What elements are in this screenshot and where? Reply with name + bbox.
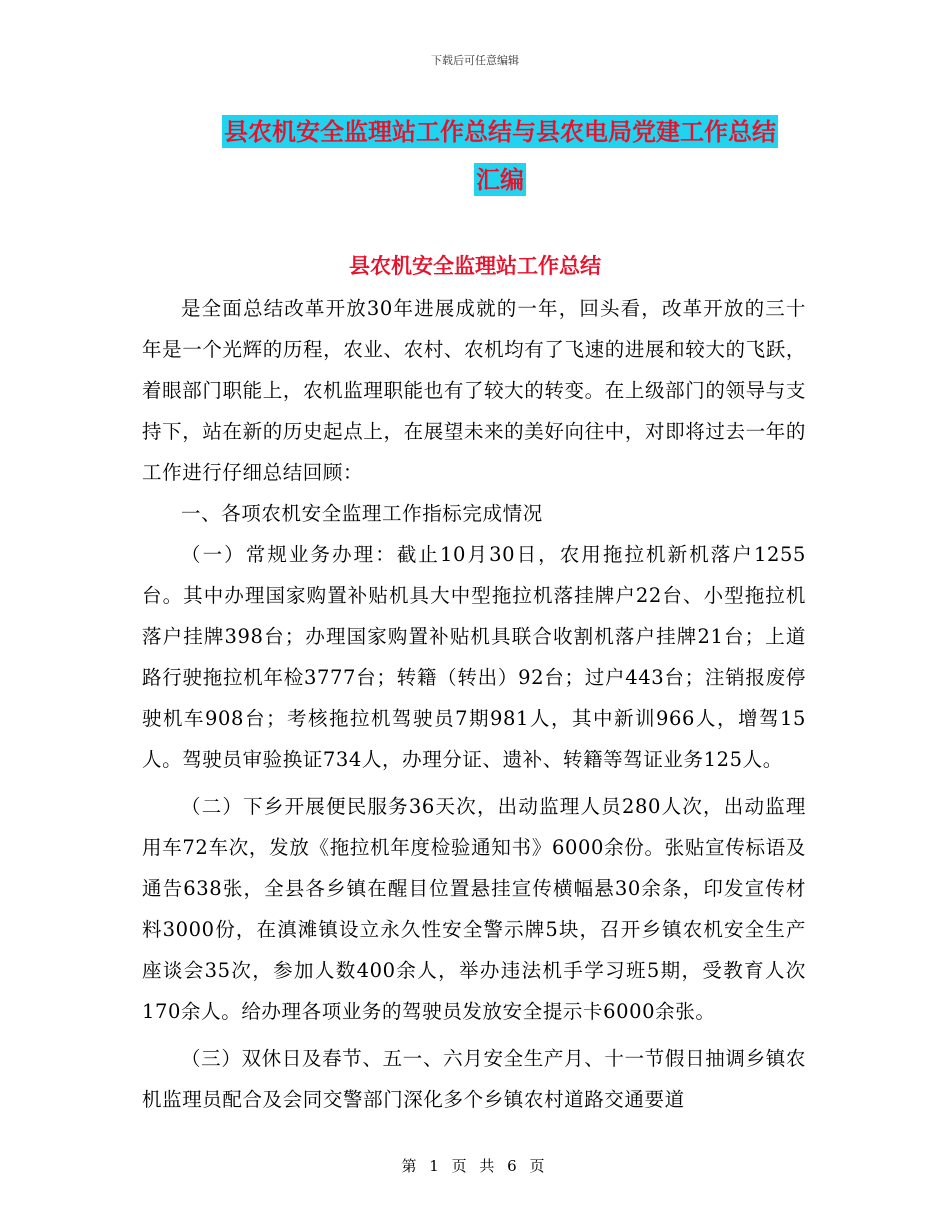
page-number-footer: 第 1 页 共 6 页 — [401, 1157, 549, 1175]
document-title-line2: 汇编 — [476, 165, 524, 194]
paragraph-heading-1: 一、各项农机安全监理工作指标完成情况 — [181, 502, 543, 525]
document-body — [142, 288, 806, 1120]
paragraph-item-2: （二）下乡开展便民服务36天次，出动监理人员280人次，出动监理用车72车次，发放《拖拉机年度检验通知书》6000余份。张贴宣传标语及通告638张，全县各乡镇在醒目位置悬挂宣传横幅悬30余条，印发宣传材料3000份，在滇滩镇设立永久性安全警示牌5块，召开乡镇农机安全生产座谈会35次，参加人数400余人，举办违法机手学习班5期，受教育人次170余人。给办理各项业务的驾驶员发放安全提示卡6000余张。 — [142, 795, 806, 1023]
document-title — [140, 108, 860, 204]
header-note: 下载后可任意编辑 — [431, 54, 519, 67]
section-title: 县农机安全监理站工作总结 — [349, 253, 601, 278]
paragraph-item-1: （一）常规业务办理：截止10月30日，农用拖拉机新机落户1255台。其中办理国家购置补贴机具大中型拖拉机落挂牌户22台、小型拖拉机落户挂牌398台；办理国家购置补贴机具联合收割机落户挂牌21台；上道路行驶拖拉机年检3777台；转籍（转出）92台；过户443台；注销报废停驶机车908台；考核拖拉机驾驶员7期981人，其中新训966人，增驾15人。驾驶员审验换证734人，办理分证、遗补、转籍等驾证业务125人。 — [142, 543, 806, 771]
document-title-line1: 县农机安全监理站工作总结与县农电局党建工作总结 — [224, 117, 776, 146]
paragraph-item-3: （三）双休日及春节、五一、六月安全生产月、十一节假日抽调乡镇农机监理员配合及会同交警部门深化多个乡镇农村道路交通要道 — [142, 1047, 806, 1111]
paragraph-intro: 是全面总结改革开放30年进展成就的一年，回头看，改革开放的三十年是一个光辉的历程，农业、农村、农机均有了飞速的进展和较大的飞跃，着眼部门职能上，农机监理职能也有了较大的转变。在上级部门的领导与支持下，站在新的历史起点上，在展望未来的美好向往中，对即将过去一年的工作进行仔细总结回顾： — [142, 297, 806, 484]
